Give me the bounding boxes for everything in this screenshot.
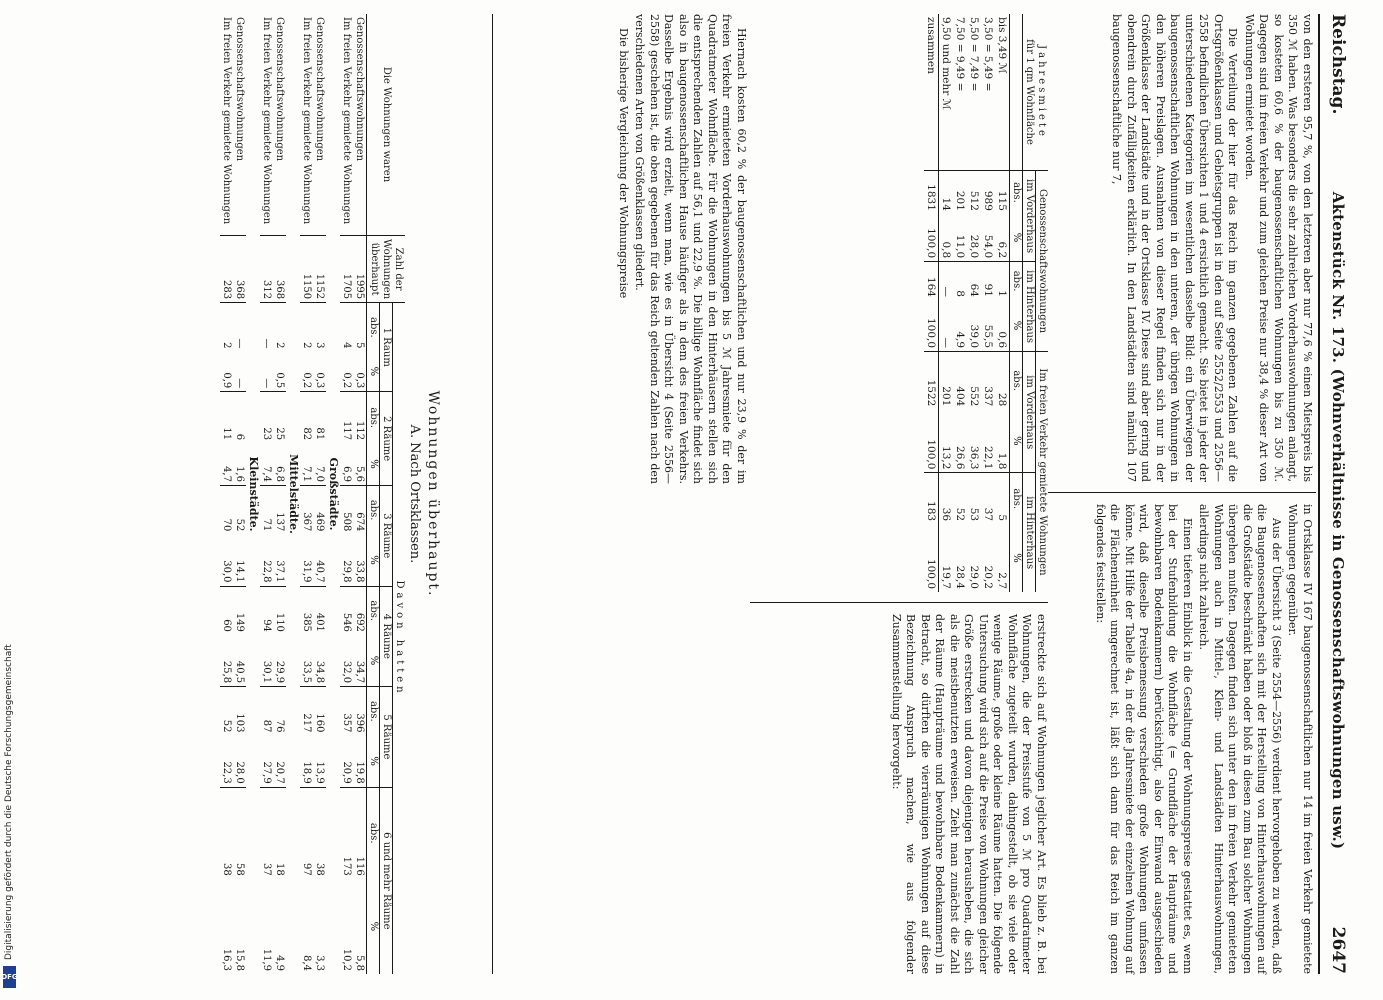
table2-cell: 4,9 [274,955,285,971]
table2-cell: 10,2 [341,948,352,971]
table2-cell: 8,4 [301,955,312,971]
table2-cell: 7,1 [301,466,312,482]
table1-row [981,14,995,592]
table2-cell: 160 [313,687,326,736]
table2-cell: 7,4 [261,466,272,482]
table1-cell: 201 [953,171,967,214]
table2-cell: 76 [273,687,286,736]
table1-row-label: zusammen [924,14,939,171]
right-paragraph-1: in Ortsklasse IV 167 baugenossenschaftlichen nur 14 im freien Verkehr gemietete Wohnungen gegenüber. [1286,504,1314,974]
table2-cell: 33,5 [301,660,312,684]
table2-cell: 37 [260,787,273,879]
table2-cell: 1995 [353,236,367,303]
table1-sub-vorderhaus-1: im Vorderhaus [1023,171,1036,262]
table2-cell: 357 [340,687,353,736]
table2-cell: 15,8 [234,948,245,971]
table2-row [260,14,273,974]
table2-cell: 385 [300,586,313,635]
table2-row [300,14,313,974]
table2-cell: 22,3 [221,761,232,784]
table2-cell: 28,0 [234,761,245,784]
table2-cell: 14,1 [234,560,245,583]
right-paragraph-4: erstreckte sich auf Wohnungen jeglicher Art. Es blieb z. B. bei Wohnungen, die der Preisstufe von 5 ℳ pro Quadratmeter Wohnfläche zugeteilt wurden, dahingestellt, ob sie viele oder wenige Räume, große oder kleine Räume hatten. Die folgende Untersuchung wird sich auf die Preise von Wohnungen gleicher Größe erstrecken und davon diejenigen herausheben, die sich als die meistbenutzten erweisen. Zieht man zunächst die Zahl der Räume (Haupträume und bewohnbare Bodenkammern) in Betracht, so dürften die vierräumigen Wohnungen auf diese Bezeichnung Anspruch machen, wie aus folgender Zusammenstellung hervorgeht: [890,614,1048,974]
table2-cell: 149 [233,586,246,635]
table2-row-header: Die Wohnungen waren [367,14,406,236]
table1-cell: 55,5 [982,324,994,349]
table2-cell: 81 [313,392,326,443]
page-number: 2647 [1328,926,1348,974]
table2-cell: 368 [273,236,286,303]
table2-cell: — [233,303,246,352]
table2-cell: 25,8 [221,660,232,684]
table2-cell: 52 [233,485,246,534]
table1-cell: 183 [924,473,939,524]
table1-row-label: 5,50 = 7,49 = [968,17,980,92]
table2-cell: 40,5 [234,660,245,684]
table2-cell: 0,3 [314,372,325,389]
table2-cell: 29,8 [341,560,352,583]
table1-cell: 100,0 [924,300,939,352]
table2-unit-pct: % [367,534,380,586]
table1-cell: 2,7 [996,572,1008,589]
table2-unit-pct: % [367,352,380,392]
table2-col-head: 6 und mehr Räume [380,787,393,974]
table1-cell: 1 [995,262,1010,300]
table2-cell: 58 [233,787,246,879]
table1-cell: 19,7 [940,565,952,589]
table2-cell: 6 [233,392,246,443]
table1-sub-vorderhaus-2: im Vorderhaus [1023,352,1036,473]
table2-cell: 2 [273,303,286,352]
table1-cell: 29,0 [968,565,980,589]
table1-sub-hinterhaus-2: im Hinterhaus [1023,473,1036,592]
table1-sub-hinterhaus-1: im Hinterhaus [1023,262,1036,352]
table1-cell: 201 [939,352,954,410]
table1-cell: 100,0 [924,409,939,473]
document-page [48,14,1348,974]
table2-cell: 5,6 [354,466,365,482]
table1-cell: — [939,262,954,300]
table1-unit-pct: % [1010,214,1023,262]
table1-unit-abs: abs. [1010,473,1023,524]
table2-cell: 6,8 [274,466,285,482]
table2-cell: 173 [340,787,353,879]
table2-cell: 401 [313,586,326,635]
table1-cell: 100,0 [924,214,939,262]
table2-row [340,14,353,974]
table2-cell: 1152 [313,236,326,303]
table1-cell: 91 [981,262,995,300]
table2-cell: 60 [220,586,233,635]
table1-cell: 1831 [924,171,939,214]
table2-cell: 368 [233,236,246,303]
table1-unit-abs: abs. [1010,352,1023,410]
table1-cell: 36,3 [968,446,980,470]
table1-cell: 36 [939,473,954,524]
table1-cell: 28,4 [954,565,966,589]
right-paragraph-2: Aus der Übersicht 3 (Seite 2554—2556) verdient hervorgehoben zu werden, daß die Baugenossenschaften sich mit der Herstellung von Hinterhauswohnungen auf die Großstädte beschränkt haben oder bloß in diesen zum Bau solcher Wohnungen übergehen mußten. Dagegen finden sich unter den im freien Verkehr gemieteten Wohnungen auch in Mittel-, Klein- und Landstädten Hinterhauswohnungen, allerdings nicht zahlreich. [1197,504,1283,974]
table1-unit-abs: abs. [1010,171,1023,214]
table2-cell: 1150 [300,236,313,303]
table2-cell: 52 [220,687,233,736]
table1-unit-pct: % [1010,300,1023,352]
table1-label-line-1: Jahresmiete [1036,45,1048,139]
table2-row [273,14,286,974]
table1-label-header [1023,14,1049,171]
table2-cell: 70 [220,485,233,534]
table2-cell: 29,9 [274,660,285,684]
table2-row-label: Im freien Verkehr gemietete Wohnungen [261,17,272,225]
table2-row-label: Genossenschaftswohnungen [354,17,365,162]
table2-cell: 469 [313,485,326,534]
table2-cell: 0,2 [341,372,352,389]
table2-cell: 110 [273,586,286,635]
table2-col-head: 1 Raum [380,303,393,392]
table1-cell: 28 [995,352,1010,410]
table1-label-line-2: für 1 qm Wohnfläche [1024,39,1036,145]
table2-cell: 508 [340,485,353,534]
table1-cell: 28,0 [968,234,980,259]
table2-cell: 2 [220,303,233,352]
table1-cell: 115 [995,171,1010,214]
dfg-logo: DFG [3,966,16,988]
table2-cell: 22,8 [261,560,272,583]
table2-davon-header: Davon hatten [393,303,406,974]
table1-cell: 37 [981,473,995,524]
table2-cell: 312 [260,236,273,303]
table2-row-label: Genossenschaftswohnungen [274,17,285,162]
left-column [1107,14,1314,482]
table2-cell: 37,1 [274,560,285,583]
table2-cell: 31,9 [301,560,312,583]
table1-row [967,14,981,592]
table2-cell: 27,9 [261,761,272,784]
table2-class-title: Kleinstädte. [247,456,260,532]
table2-cell: 283 [220,236,233,303]
table2-row-label: Im freien Verkehr gemietete Wohnungen [341,17,352,225]
table2-cell: 367 [300,485,313,534]
table2-cell: 3 [313,303,326,352]
table2-cell: 87 [260,687,273,736]
section-title: Wohnungen überhaupt. [425,390,441,598]
table1-cell: 989 [981,171,995,214]
table2-cell: 103 [233,687,246,736]
table2-unit-abs: abs. [367,687,380,736]
header-title: Aktenstück Nr. 173. (Wohnverhältnisse in Genossenschaftswohnungen usw.) [1329,191,1347,850]
table2-cell: 2 [300,303,313,352]
table2-cell: 692 [353,586,367,635]
page-header [1324,14,1348,974]
table1-cell: 8 [953,262,967,300]
table2-row-label: Genossenschaftswohnungen [314,17,325,162]
right-paragraph-3: Einen tieferen Einblick in die Gestaltung der Wohnungspreise gestattet es, wenn bei der Stufenbildung die Wohnfläche (= Grundfläche der Haupträume und bewohnbaren Bodenkammern) berücksichtigt, also der Einwand ausgeschieden wird, daß dieselbe Preisbemessung verschieden große Wohnungen umfassen könne. Mit Hilfe der Tabelle 4a, in der die Jahresmiete der einzelnen Wohnung auf die Flächeneinheit umgerechnet ist, läßt sich dann für das Reich im ganzen folgendes feststellen: [1094,504,1194,974]
table2-cell: 137 [273,485,286,534]
rent-per-sqm-table [924,14,1048,592]
table2-cell: 16,3 [221,948,232,971]
table2-cell: 30,1 [261,660,272,684]
table2-row-label: Im freien Verkehr gemietete Wohnungen [301,17,312,225]
table2-cell: 4 [340,303,353,352]
table1-cell: 5 [995,473,1010,524]
table2-cell: 116 [353,787,367,879]
table1-group-genossenschaft: Genossenschaftswohnungen [1036,171,1049,352]
table2-unit-abs: abs. [367,303,380,352]
table2-cell: 396 [353,687,367,736]
table1-cell: 64 [967,262,981,300]
table2-cell: 97 [300,787,313,879]
table2-cell: 6,9 [341,466,352,482]
table2-cell: 1,6 [234,466,245,482]
table1-unit-row [1010,14,1023,592]
table2-cell: 546 [340,586,353,635]
table2-cell: 34,8 [314,660,325,684]
section-rule [492,14,493,974]
table1-cell: 26,6 [954,446,966,470]
table2-cell: 0,5 [274,372,285,389]
table2-col-head: 4 Räume [380,586,393,687]
rooms-section [220,14,443,974]
table1-row-label: bis 3,49 ℳ [996,17,1008,74]
table2-cell: 3,3 [314,955,325,971]
table1-cell: 100,0 [924,524,939,592]
table2-unit-abs: abs. [367,787,380,879]
table1-unit-abs: abs. [1010,262,1023,300]
table2-cell: 217 [300,687,313,736]
table2-cell: 4,7 [221,466,232,482]
table1-cell: 404 [953,352,967,410]
table2-cell: 38 [313,787,326,879]
table2-class-title: Mittelstädte. [287,454,300,534]
table2-cell: 20,7 [274,761,285,784]
table1-cell: 14 [939,171,954,214]
table2-cell: 18,9 [301,761,312,784]
table2-cell: 11 [220,392,233,443]
middle-paragraph-2: Die bisherige Vergleichung der Wohnungspreise [617,28,630,299]
middle-left-text [614,14,749,484]
table1-cell: 552 [967,352,981,410]
table2-cell: 71 [260,485,273,534]
table2-unit-pct: % [367,736,380,788]
right-column-mid [887,614,1049,974]
table2-cell: 19,8 [354,761,365,784]
table1-cell: 54,0 [982,234,994,259]
table2-cell: 33,8 [354,560,365,583]
table2-count-header: Zahl der Wohnungen überhaupt [367,236,406,303]
table2-cell: 30,0 [221,560,232,583]
table1-cell: 1,8 [996,452,1008,470]
table2-cell: 38 [220,787,233,879]
table2-cell: 0,2 [301,372,312,389]
table1-row-label: 3,50 = 5,49 = [982,17,994,92]
table2-unit-abs: abs. [367,392,380,443]
table1-cell: 22,1 [982,446,994,470]
rooms-table [220,14,405,974]
table1-cell: 39,0 [968,324,980,349]
table1-cell: 0,6 [996,331,1008,349]
table1-cell: 0,8 [940,241,952,259]
table2-class-row [246,14,260,974]
table2-col-head: 2 Räume [380,392,393,486]
table2-unit-pct: % [367,443,380,485]
table1-row [939,14,954,592]
table2-cell: 112 [353,392,367,443]
table2-class-row [286,14,300,974]
table2-row [313,14,326,974]
table2-cell: 674 [353,485,367,534]
table2-unit-pct: % [367,635,380,687]
table2-cell: — [234,378,245,389]
table2-cell: 5,8 [354,955,365,971]
table2-row [353,14,367,974]
digitization-note: Digitalisierung gefördert durch die Deutsche Forschungsgemeinschaft [4,644,14,960]
table2-cell: 7,0 [314,466,325,482]
table1-cell: 164 [924,262,939,300]
column-divider-top [1048,492,1316,493]
right-column-top [1091,504,1315,974]
middle-paragraph-1: Hiernach kosten 60,2 % der baugenossenschaftlichen und nur 23,9 % der im freien Verkehr ermieteten Vorderhauswohnungen bis 5 ℳ Jahresmiete für den Quadratmeter Wohnfläche. Für die Wohnungen in den Hinterhäusern stellen sich die entsprechenden Zahlen auf 56,1 und 22,9 %. Die billige Wohnfläche findet sich also in baugenossenschaftlichen Hause häufiger als in dem des freien Verkehrs. Dasselbe Ergebnis wird erzielt, wenn man, wie es in Übersicht 4 (Seite 2556—2558) geschehen ist, die oben gegebenen für das Reich geltenden Zahlen nach den verschiedenen Arten von Größenklassen gliedert. [633,14,748,484]
table1-group-freier-verkehr: Im freien Verkehr gemietete Wohnungen [1036,352,1049,592]
table1-cell: 13,2 [940,446,952,470]
table2-unit-abs: abs. [367,586,380,635]
table1-row [995,14,1010,592]
table1-row-label: 7,50 = 9,49 = [954,17,966,92]
table1-cell: 1522 [924,352,939,410]
table2-cell: 5 [353,303,367,352]
table2-cell: — [261,378,272,389]
table2-cell: 25 [273,392,286,443]
table2-col-head: 3 Räume [380,485,393,586]
table1-cell: 53 [967,473,981,524]
table1-cell: 11,0 [954,234,966,259]
section-subtitle: A. Nach Ortsklassen. [407,424,422,564]
table2-row [220,14,233,974]
table1-unit-pct: % [1010,409,1023,473]
table1-unit-empty [1010,14,1023,171]
table2-row [233,14,246,974]
table1-body [924,14,1010,592]
table2-cell: 0,3 [354,372,365,389]
left-paragraph-1: von den ersteren 95,7 %, von den letzteren aber nur 77,6 % einen Mietspreis bis 350 ℳ haben. Was besonders die sehr zahlreichen Vorderhauswohnungen anlangt, so kosteten 60,6 % der baugenossenschaftlichen Wohnungen bis zu 350 ℳ. Dagegen sind im freien Verkehr und zum gleichen Preise nur 38,4 % dieser Art von Wohnungen ermietet worden. [1243,14,1314,482]
header-rule [1318,14,1320,974]
table2-row-label: Genossenschaftswohnungen [234,17,245,162]
table2-unit-pct: % [367,879,380,974]
table2-cell: 117 [340,392,353,443]
table2-cell: 18 [273,787,286,879]
header-left: Reichstag. [1328,14,1348,115]
table2-cell: 13,9 [314,761,325,784]
table2-body [220,14,367,974]
table1-cell: — [940,337,952,349]
table2-unit-abs: abs. [367,485,380,534]
column-divider-mid [750,602,1048,603]
table1-cell: 20,2 [982,565,994,589]
table1-row [953,14,967,592]
table2-cell: 23 [260,392,273,443]
table2-cell: 0,9 [221,372,232,389]
table2-cell: 40,7 [314,560,325,583]
table1-cell: 512 [967,171,981,214]
table1-sum-row [924,14,939,592]
table2-class-title: Großstädte. [327,457,340,531]
table1-unit-pct: % [1010,524,1023,592]
table2-cell: 34,7 [354,660,365,684]
table2-cell: 94 [260,586,273,635]
table2-class-row [326,14,340,974]
left-paragraph-2: Die Verteilung der hier für das Reich im ganzen gegebenen Zahlen auf die Ortsgrößenklassen und Gebietsgruppen ist in den auf Seite 2552/2553 und 2556—2558 befindlichen Übersichten 1 und 4 ersichtlich gemacht. Sie bietet in jeder der unterschiedenen Kategorien im wesentlichen dasselbe Bild: ein Überwiegen der baugenossenschaftlichen Wohnungen in den unteren, der übrigen Wohnungen in den höheren Preislagen. Ausnahmen von dieser Regel finden sich nur in der Größenklasse der Landstädte und in der Ortsklasse IV. Diese sind aber gering und obendrein durch Zufälligkeiten erklärlich. In den Landstädten sind nämlich 107 baugenossenschaftliche nur 7, [1110,14,1240,482]
table2-cell: 20,9 [341,761,352,784]
table1-cell: 337 [981,352,995,410]
table2-cell: 82 [300,392,313,443]
table2-cell: 11,9 [261,948,272,971]
table1-cell: 4,9 [954,331,966,349]
table2-cell: 32,0 [341,660,352,684]
table2-row-label: Im freien Verkehr gemietete Wohnungen [221,17,232,225]
table2-cell: — [260,303,273,352]
table1-cell: 6,2 [996,241,1008,259]
table1-row-label: 9,50 und mehr ℳ [940,17,952,110]
table2-col-head: 5 Räume [380,687,393,788]
table1-cell: 52 [953,473,967,524]
table2-cell: 1705 [340,236,353,303]
